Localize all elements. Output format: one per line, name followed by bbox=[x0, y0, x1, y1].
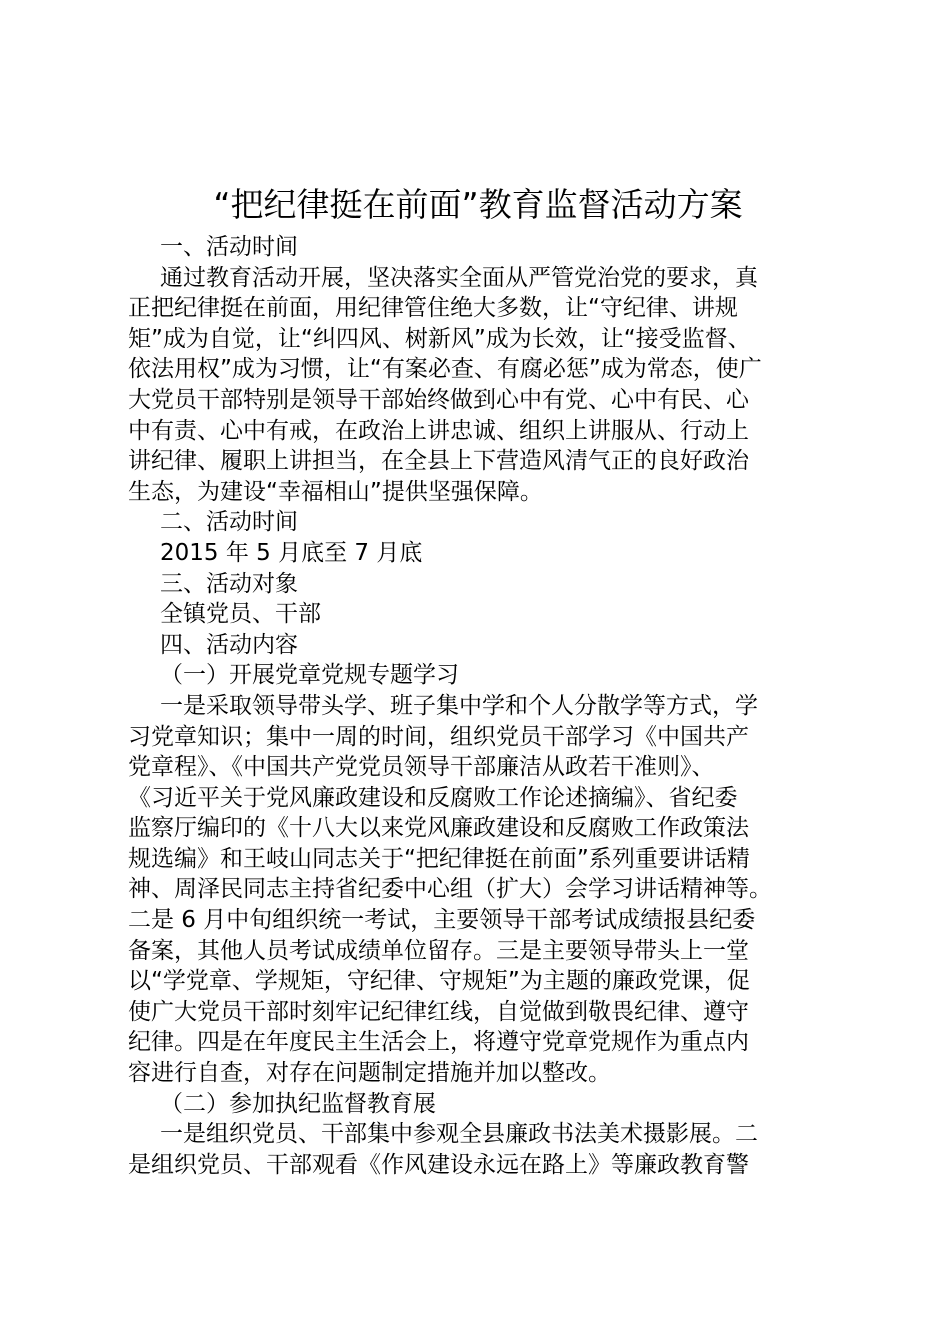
text-line: 正把纪律挺在前面，用纪律管住绝大多数，让“守纪律、讲规 bbox=[128, 295, 738, 322]
text-line: 是组织党员、干部观看《作风建设永远在路上》等廉政教育警 bbox=[128, 1151, 749, 1178]
text-line: 一、活动时间 bbox=[160, 234, 298, 260]
text-line: 四、活动内容 bbox=[160, 631, 298, 658]
text-line: 二是 6 月中旬组织统一考试，主要领导干部考试成绩报县纪委 bbox=[128, 907, 756, 934]
document-page bbox=[128, 178, 828, 1180]
text-line: 全镇党员、干部 bbox=[160, 601, 321, 628]
text-line: 以“学党章、学规矩，守纪律、守规矩”为主题的廉政党课，促 bbox=[128, 968, 750, 995]
text-line: 中有责、心中有戒，在政治上讲忠诚、组织上讲服从、行动上 bbox=[128, 417, 749, 444]
text-line: （一）开展党章党规专题学习 bbox=[160, 662, 459, 689]
text-line: 讲纪律、履职上讲担当，在全县上下营造风清气正的良好政治 bbox=[128, 448, 749, 475]
document-title: “把纪律挺在前面”教育监督活动方案 bbox=[213, 185, 743, 224]
text-line: 容进行自查，对存在问题制定措施并加以整改。 bbox=[128, 1060, 611, 1087]
text-line: 一是组织党员、干部集中参观全县廉政书法美术摄影展。二 bbox=[160, 1121, 758, 1148]
text-line: 党章程》、《中国共产党党员领导干部廉洁从政若干准则》、 bbox=[128, 754, 715, 781]
text-line: （二）参加执纪监督教育展 bbox=[160, 1090, 436, 1117]
text-line: 通过教育活动开展，坚决落实全面从严管党治党的要求，真 bbox=[160, 264, 758, 291]
text-line: 一是采取领导带头学、班子集中学和个人分散学等方式，学 bbox=[160, 692, 758, 719]
text-line: 三、活动对象 bbox=[160, 570, 298, 597]
text-line: 监察厅编印的《十八大以来党风廉政建设和反腐败工作政策法 bbox=[128, 815, 749, 842]
text-line: 《习近平关于党风廉政建设和反腐败工作论述摘编》、省纪委 bbox=[128, 784, 738, 811]
text-line: 依法用权”成为习惯，让“有案必查、有腐必惩”成为常态，使广 bbox=[128, 356, 762, 383]
text-line: 2015 年 5 月底至 7 月底 bbox=[160, 539, 423, 566]
text-line: 纪律。四是在年度民主生活会上，将遵守党章党规作为重点内 bbox=[128, 1029, 749, 1056]
text-line: 规选编》和王岐山同志关于“把纪律挺在前面”系列重要讲话精 bbox=[128, 845, 750, 872]
text-line: 二、活动时间 bbox=[160, 509, 298, 536]
text-line: 大党员干部特别是领导干部始终做到心中有党、心中有民、心 bbox=[128, 386, 749, 413]
text-line: 习党章知识；集中一周的时间，组织党员干部学习《中国共产 bbox=[128, 723, 749, 750]
text-line: 矩”成为自觉，让“纠四风、树新风”成为长效，让“接受监督、 bbox=[128, 325, 751, 352]
text-line: 使广大党员干部时刻牢记纪律红线，自觉做到敬畏纪律、遵守 bbox=[128, 998, 749, 1025]
document-body bbox=[128, 232, 828, 1180]
text-line: 生态，为建设“幸福相山”提供坚强保障。 bbox=[128, 478, 543, 505]
text-line: 神、周泽民同志主持省纪委中心组（扩大）会学习讲话精神等。 bbox=[128, 876, 772, 903]
text-line: 备案，其他人员考试成绩单位留存。三是主要领导带头上一堂 bbox=[128, 937, 749, 964]
